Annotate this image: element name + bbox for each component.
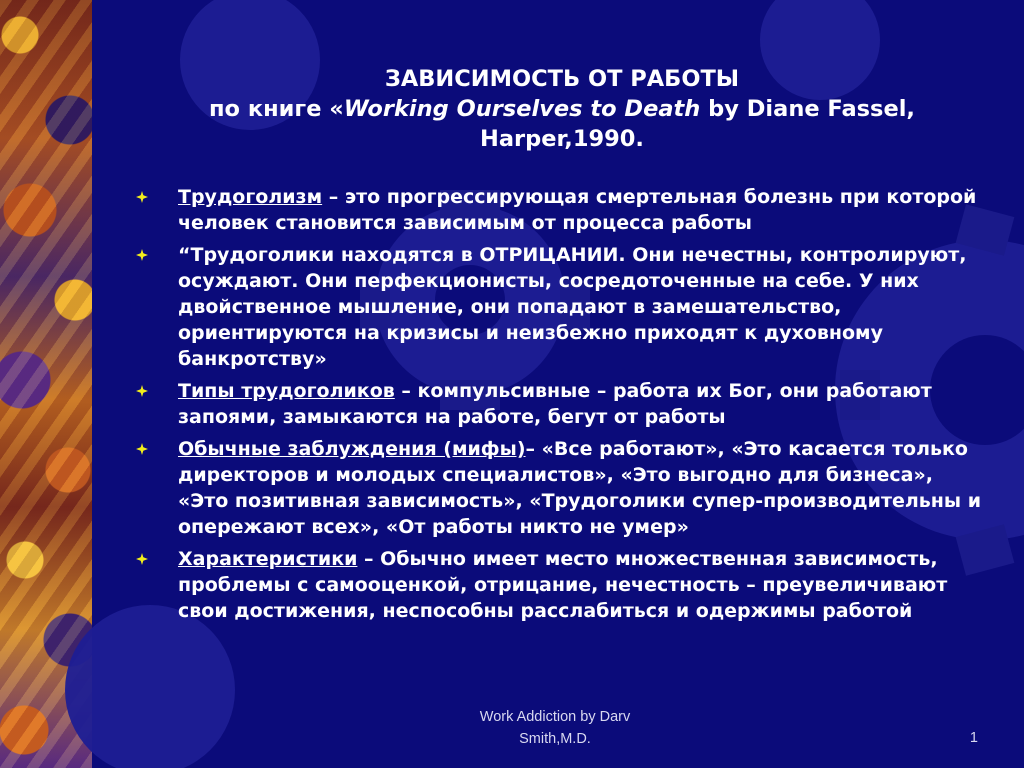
- bullet-item: [136, 242, 986, 372]
- bullet-text: – Обычно имеет место множественная зависимость, проблемы с самооценкой, отрицание, нечестность – преувеличивают свои достижения, неспособны расслабиться и одержимы работой: [178, 548, 948, 622]
- bullet-list: [136, 184, 986, 630]
- sunburst-bullet-icon: [136, 385, 148, 397]
- sunburst-bullet-icon: [136, 249, 148, 261]
- title-line-2: [132, 94, 992, 154]
- footer-line-2: Smith,M.D.: [519, 731, 591, 747]
- sunburst-bullet-icon: [136, 553, 148, 565]
- bullet-item: [136, 378, 986, 430]
- footer-text: [442, 706, 668, 750]
- bullet-term: Трудоголизм: [178, 186, 323, 208]
- book-title: Working Ourselves to Death: [343, 96, 701, 122]
- page-number: 1: [969, 730, 978, 746]
- slide-title: [132, 64, 992, 154]
- slide-content: [92, 0, 1024, 768]
- bullet-text: – «Все работают», «Это касается только директоров и молодых специалистов», «Это выгодно для бизнеса», «Это позитивная зависимость», «Трудоголики супер-производительны и опережают всех», «От работы никто не умер»: [178, 438, 982, 538]
- sunburst-bullet-icon: [136, 191, 148, 203]
- bullet-item: [136, 436, 986, 540]
- title-line-1: ЗАВИСИМОСТЬ ОТ РАБОТЫ: [384, 66, 740, 92]
- title-suffix: by Diane Fassel, Harper,1990.: [480, 96, 915, 152]
- bullet-term: Обычные заблуждения (мифы): [178, 438, 526, 460]
- bullet-text: “Трудоголики находятся в ОТРИЦАНИИ. Они нечестны, контролируют, осуждают. Они перфекционисты, сосредоточенные на себе. У них двойственное мышление, они попадают в замешательство, ориентируются на кризисы и неизбежно приходят к духовному банкротству»: [178, 244, 967, 370]
- bullet-term: Характеристики: [178, 548, 358, 570]
- bullet-text: – компульсивные – работа их Бог, они работают запоями, замыкаются на работе, бегут от работы: [178, 380, 932, 428]
- footer-line-1: Work Addiction by Darv: [479, 709, 631, 725]
- bullet-item: [136, 546, 986, 624]
- bullet-text: – это прогрессирующая смертельная болезнь при которой человек становится зависимым от процесса работы: [178, 186, 977, 234]
- bullet-term: Типы трудоголиков: [178, 380, 395, 402]
- title-prefix: по книге «: [209, 96, 344, 122]
- bullet-item: [136, 184, 986, 236]
- sunburst-bullet-icon: [136, 443, 148, 455]
